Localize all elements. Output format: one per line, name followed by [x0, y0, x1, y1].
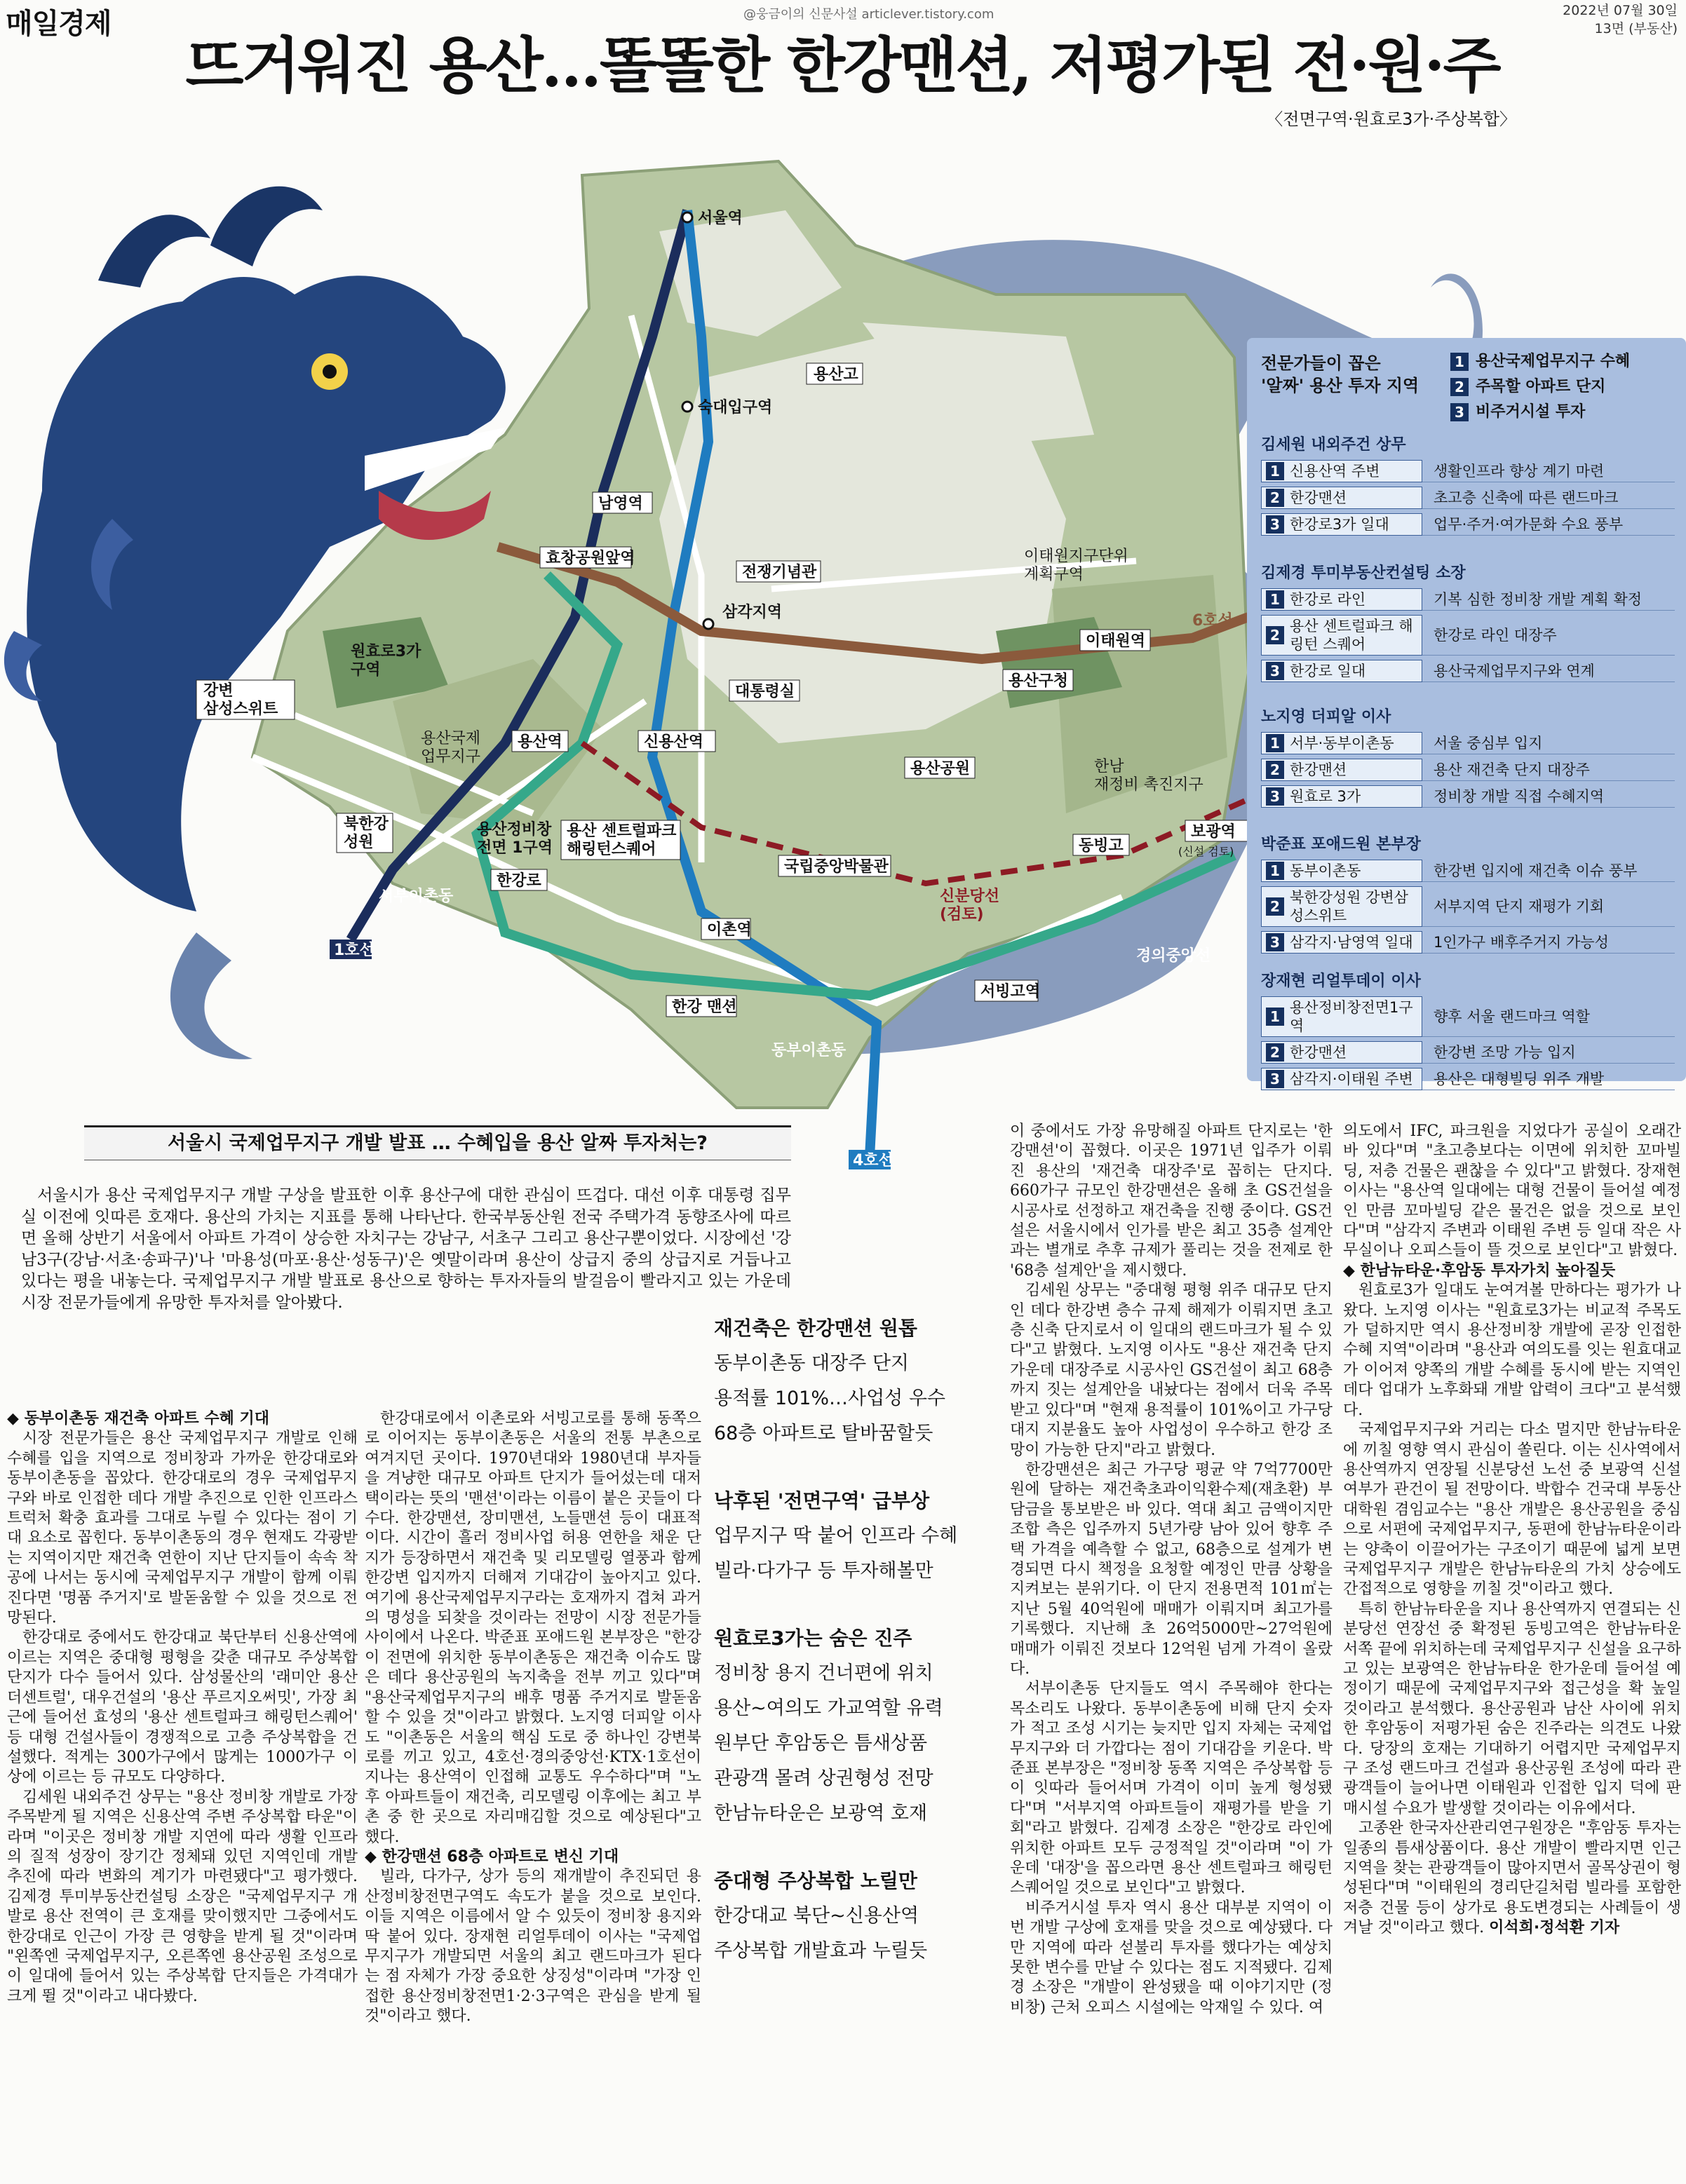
summary-line: 정비창 용지 건너편에 위치 — [714, 1662, 933, 1684]
label-gyeongui: 경의중앙선 — [1136, 947, 1211, 965]
article-column-1 — [7, 1409, 358, 2007]
svg-text:용산고: 용산고 — [814, 366, 858, 384]
paragraph: 김세원 상무는 "중대형 평형 위주 대규모 단지인 데다 한강변 층수 규제 해제가 이뤄지면 초고층 신축 단지로서 이 일대의 랜드마크가 될 수 있다"고 밝혔다. 노지영 이사도 "용산 재건축 단지 가운데 대장주로 시공사인 GS건설이 최고 68층까지 짓는 설계안을 내놨다는 점에서 더욱 주목받고 있다"며 "현재 용적률이 101%이고 가구당 대지 지분율도 높아 사업성이 우수하고 한강 조망이 가능한 단지"라고 밝혔다. — [1010, 1282, 1333, 1459]
paragraph: 빌라, 다가구, 상가 등의 재개발이 추진되던 용산정비창전면구역도 속도가 붙을 것으로 보인다. 이들 지역은 이름에서 알 수 있듯이 정비창 용지와 딱 붙어 있다. 장재현 리얼투데이 이사는 "국제업무지구가 개발되면 서울의 최고 랜드마크가 된다는 점 자체가 가장 중요한 상징성"이라며 "가장 인접한 용산정비창전면1·2·3구역은 관심을 받게 될 것"이라고 했다. — [365, 1868, 701, 2026]
paragraph: 서부이촌동 단지들도 역시 주목해야 한다는 목소리도 나왔다. 동부이촌동에 비해 단지 숫자가 적고 조성 시기는 늦지만 입지 자체는 국제업무지구와 더 가깝다는 점이 기대감을 키운다. 박준표 본부장은 "정비창 동쪽 지역은 주상복합 등이 잇따라 들어서며 가격이 이미 높게 형성됐다"며 "서부지역 아파트들이 재평가를 받을 기회"라고 밝혔다. 김제경 소장은 "한강로 라인에 위치한 아파트 모두 긍정적일 것"이라며 "이 가운데 '대장'을 꼽으라면 용산 센트럴파크 해링턴 스퀘어일 것으로 보인다"고 밝혔다. — [1010, 1680, 1333, 1897]
paragraph: 이 중에서도 가장 유망해질 아파트 단지로는 '한강맨션'이 꼽혔다. 이곳은 1971년 입주가 이뤄진 용산의 '재건축 대장주'로 꼽히는 단지다. 660가구 규모인 한강맨션은 올해 초 GS건설을 시공사로 선정하고 재건축을 진행 중이다. GS건설은 서울시에서 인가를 받은 최고 35층 설계안과는 별개로 추후 규제가 풀리는 것을 전제로 한 '68층 설계안'을 제시했다. — [1010, 1122, 1333, 1280]
summary-line: 빌라·다가구 등 투자해볼만 — [714, 1560, 933, 1582]
expert-row: 3 원효로 3가 정비창 개발 직접 수혜지역 — [1261, 785, 1675, 808]
station-itaewon — [1080, 630, 1150, 651]
summary-line: 용적률 101%…사업성 우수 — [714, 1388, 946, 1409]
expert-block — [1261, 832, 1675, 958]
article-column-3 — [1010, 1122, 1333, 2018]
paragraph: 한강대로에서 이촌로와 서빙고로를 통해 동쪽으로 이어지는 동부이촌동은 서울의 전통 부촌으로 여겨지던 곳이다. 1970년대와 1980년대 부자들을 겨냥한 대규모 아파트 단지가 들어섰는데 대저택이라는 뜻의 '맨션'이라는 이름이 붙은 곳들이 다수다. 한강맨션, 장미맨션, 노들맨션 등이 대표적이다. 시간이 흘러 정비사업 허용 연한을 채운 단지가 등장하면서 재건축 및 리모델링 열풍과 함께 한강변 입지까지 더해져 기대감이 높아지고 있다. 여기에 용산국제업무지구라는 호재까지 겹쳐 과거의 명성을 되찾을 것이라는 전망이 시장 전문가들 사이에서 나온다. 박준표 포애드원 본부장은 "한강이 전면에 위치한 동부이촌동은 재건축 이슈도 많은 데다 용산공원의 녹지축을 전부 끼고 있다"며 "용산국제업무지구의 배후 명품 주거지로 발돋움할 수 있을 것"이라고 밝혔다. 노지영 더피알 이사도 "이촌동은 서울의 핵심 도로 중 하나인 강변북로를 끼고 있고, 4호선·경의중앙선·KTX·1호선이 지나는 용산역이 인접해 교통도 우수하다"며 "노후 아파트들이 재건축, 리모델링 이후에는 최고 부촌 중 한 곳으로 자리매김할 것으로 예상된다"고 했다. — [365, 1410, 701, 1846]
expert-row: 2 용산 센트럴파크 해링턴 스퀘어 한강로 라인 대장주 — [1261, 615, 1675, 656]
svg-text:용산공원: 용산공원 — [910, 760, 971, 778]
svg-text:숙대입구역: 숙대입구역 — [698, 399, 773, 416]
svg-text:신용산역: 신용산역 — [644, 733, 704, 751]
label-hannam: 한남 재정비 촉진지구 — [1094, 758, 1203, 794]
label-jeonmyeon: 용산정비창 전면 1구역 — [477, 821, 553, 857]
summary-line: 관광객 몰려 상권형성 전망 — [714, 1768, 933, 1789]
legend-item: 2 주목할 아파트 단지 — [1450, 374, 1630, 400]
subhead: 〈전면구역·원효로3가·주상복합〉 — [1266, 109, 1516, 129]
label-yongsan-office — [1003, 670, 1073, 691]
page-number: 13면 (부동산) — [1594, 21, 1678, 36]
svg-text:삼각지역: 삼각지역 — [722, 604, 783, 621]
label-yongsan-park — [905, 757, 975, 778]
expert-name: 박준표 포애드원 본부장 — [1261, 836, 1421, 853]
svg-text:1호선: 1호선 — [334, 942, 375, 959]
date: 2022년 07월 30일 — [1563, 3, 1678, 18]
label-line4 — [849, 1150, 893, 1169]
station-seobinggo — [975, 980, 1040, 1001]
headline: 뜨거워진 용산…똘똘한 한강맨션, 저평가된 전·원·주 — [185, 30, 1499, 101]
expert-row: 3 삼각지·이태원 주변 용산은 대형빌딩 위주 개발 — [1261, 1068, 1675, 1090]
svg-text:용산역: 용산역 — [518, 733, 562, 751]
paragraph: 의도에서 IFC, 파크원을 지었다가 공실이 오래간 바 있다"며 "초고층보다는 이면에 위치한 꼬마빌딩, 저층 건물은 괜찮을 수 있다"고 밝혔다. 장재현 이사는 "용산역 일대에는 대형 건물이 들어설 예정인 만큼 꼬마빌딩 같은 물건은 없을 것으로 보인다"며 "삼각지 주변과 이태원 주변 등 일대 작은 사무실이나 오피스들이 뜰 것으로 보인다"고 밝혔다. — [1343, 1122, 1681, 1260]
article-column-4 — [1343, 1122, 1681, 1939]
paragraph: 고종완 한국자산관리연구원장은 "후암동 투자는 일종의 틈새상품이다. 용산 개발이 빨라지면 인근 지역을 찾는 관광객들이 많아지면서 골목상권이 형성된다"며 "이태원의 경리단길처럼 빌라를 포함한 저층 건물 등이 상가로 용도변경되는 사례들이 생겨날 것"이라고 했다. 이석희·정석환 기자 — [1343, 1819, 1681, 1937]
svg-text:대통령실: 대통령실 — [735, 683, 795, 700]
summary-line: 원부단 후암동은 틈새상품 — [714, 1732, 928, 1754]
summary-line: 업무지구 딱 붙어 인프라 수혜 — [714, 1525, 958, 1547]
label-dongbu: 동부이촌동 — [771, 1042, 847, 1059]
station-dongbinggo — [1073, 834, 1129, 855]
label-bukhangang — [337, 813, 393, 853]
svg-text:전쟁기념관: 전쟁기념관 — [742, 564, 817, 581]
summary-heading: 중대형 주상복합 노릴만 — [714, 1869, 917, 1892]
panel-title: 전문가들이 꼽은 '알짜' 용산 투자 지역 — [1261, 353, 1419, 395]
svg-text:효창공원앞역: 효창공원앞역 — [546, 550, 635, 567]
paragraph: 시장 전문가들은 용산 국제업무지구 개발로 인해 수혜를 입을 지역으로 정비창과 가까운 한강대로와 동부이촌동을 꼽았다. 한강대로의 경우 국제업무지구와 바로 인접한 데다 개발 추진으로 인한 인프라스트럭처 확충 효과를 그대로 누릴 수 있다는 점이 기대 요소로 꼽힌다. 동부이촌동의 경우 현재도 각광받는 지역이지만 재건축 연한이 지난 단지들이 속속 착공에 나서는 동시에 국제업무지구 개발이 함께 이뤄진다면 '명품 주거지'로 발돋움할 수 있을 것으로 전망된다. — [7, 1430, 358, 1627]
expert-name: 김제경 투미부동산컨설팅 소장 — [1261, 564, 1466, 582]
subheading: ◆ 동부이촌동 재건축 아파트 수혜 기대 — [7, 1410, 269, 1427]
expert-row: 2 한강맨션 초고층 신축에 따른 랜드마크 — [1261, 487, 1675, 509]
article-column-2 — [365, 1409, 701, 2027]
label-yongsan-hs — [807, 363, 863, 384]
expert-name: 김세원 내외주건 상무 — [1261, 436, 1406, 454]
label-ibd: 용산국제 업무지구 — [421, 730, 481, 766]
label-line1 — [330, 940, 375, 959]
svg-text:남영역: 남영역 — [598, 495, 643, 513]
panel-legend — [1450, 349, 1630, 425]
expert-name: 노지영 더피알 이사 — [1261, 708, 1391, 726]
masthead: 매일경제 — [6, 8, 112, 40]
section-title: 서울시 국제업무지구 개발 발표 … 수혜입을 용산 알짜 투자처는? — [84, 1125, 791, 1160]
expert-row: 2 한강맨션 한강변 조망 가능 입지 — [1261, 1041, 1675, 1064]
expert-row: 1 동부이촌동 한강변 입지에 재건축 이슈 풍부 — [1261, 860, 1675, 882]
label-museum — [778, 855, 891, 876]
label-central-park — [561, 820, 680, 860]
expert-row: 1 용산정비창전면1구역 향후 서울 랜드마크 역할 — [1261, 996, 1675, 1037]
svg-text:서빙고역: 서빙고역 — [980, 983, 1041, 1001]
expert-name: 장재현 리얼투데이 이사 — [1261, 972, 1421, 990]
summary-heading: 재건축은 한강맨션 원톱 — [714, 1317, 917, 1340]
expert-panel — [1247, 338, 1686, 1087]
expert-row: 3 삼각지·남영역 일대 1인가구 배후주거지 가능성 — [1261, 931, 1675, 954]
summary-heading: 원효로3가는 숨은 진주 — [714, 1627, 912, 1650]
label-hanganro — [491, 869, 547, 890]
expert-block — [1261, 969, 1675, 1094]
paragraph: 한강맨션은 최근 가구당 평균 약 7억7700만원에 달하는 재건축초과이익환수제(재초환) 부담금을 통보받은 바 있다. 역대 최고 금액이지만 조합 측은 입주까지 5년가량 남아 있어 향후 주택 가격을 예측할 수 없고, 68층으로 설계가 변경되면 다시 책정을 요청할 예정인 만큼 상황을 지켜보는 분위기다. 이 단지 전용면적 101㎡는 지난 5월 40억원에 매매가 이뤄지며 최고가를 기록했다. 지난해 초 26억5000만~27억원에 매매가 이뤄진 것보다 12억원 넘게 가격이 올랐다. — [1010, 1460, 1333, 1678]
expert-row: 3 한강로3가 일대 업무·주거·여가문화 수요 풍부 — [1261, 513, 1675, 536]
label-war-memorial — [736, 561, 821, 582]
svg-text:한강로: 한강로 — [497, 872, 541, 890]
station-sinyongsan — [638, 731, 715, 752]
svg-text:용산 센트럴파크해링턴스퀘어: 용산 센트럴파크 해링턴스퀘어 — [567, 822, 677, 858]
expert-block — [1261, 705, 1675, 812]
svg-text:이촌역: 이촌역 — [707, 921, 752, 939]
summary-line: 주상복합 개발효과 누릴듯 — [714, 1940, 928, 1962]
svg-text:(신설 검토): (신설 검토) — [1178, 845, 1234, 858]
station-yongsan — [512, 731, 568, 752]
expert-row: 1 한강로 라인 기복 심한 정비창 개발 계획 확정 — [1261, 588, 1675, 611]
svg-text:강변삼성스위트: 강변 삼성스위트 — [203, 682, 278, 718]
paragraph: 비주거시설 투자 역시 용산 대부분 지역이 이번 개발 구상에 호재를 맞을 것으로 예상됐다. 다만 지역에 따라 섣불리 투자를 했다가는 예상치 못한 변수를 만날 수 있다는 점도 지적됐다. 김제경 소장은 "개발이 완성됐을 때 이야기지만 (정비창) 근처 오피스 시설에는 악재일 수 있다. 여 — [1010, 1899, 1333, 2016]
summary-box — [714, 1311, 987, 1969]
station-ichon — [701, 918, 752, 940]
summary-line: 동부이촌동 대장주 단지 — [714, 1352, 909, 1374]
expert-row: 3 한강로 일대 용산국제업무지구와 연계 — [1261, 660, 1675, 682]
summary-heading: 낙후된 '전면구역' 급부상 — [714, 1489, 930, 1512]
label-itaewon-plan: 이태원지구단위 계획구역 — [1024, 548, 1128, 583]
legend-item: 3 비주거시설 투자 — [1450, 400, 1630, 425]
paragraph: 원효로3가 일대도 눈여겨볼 만하다는 평가가 나왔다. 노지영 이사는 "원효로3가는 비교적 주목도가 덜하지만 역시 용산정비창 개발에 곧장 인접한 수혜 지역"이라며 "용산과 여의도를 잇는 원효대교가 이어져 양쪽의 개발 수혜를 동시에 받는 지역인 데다 업대가 노후화돼 개발 압력이 크다"고 분석했다. — [1343, 1282, 1681, 1419]
expert-row: 1 신용산역 주변 생활인프라 향상 계기 마련 — [1261, 460, 1675, 482]
summary-line: 한강대교 북단~신용산역 — [714, 1905, 919, 1927]
label-sinbundang: 신분당선 (검토) — [940, 888, 1000, 923]
svg-text:국립중앙박물관: 국립중앙박물관 — [784, 858, 889, 876]
svg-text:동빙고: 동빙고 — [1079, 837, 1124, 855]
article-lead: 서울시가 용산 국제업무지구 개발 구상을 발표한 이후 용산구에 대한 관심이 뜨겁다. 대선 이후 대통령 집무실 이전에 잇따른 호재다. 용산의 가치는 지표를 통해 나타난다. 한국부동산원 전국 주택가격 동향조사에 따르면 올해 상반기 서울에서 아파트 가격이 상승한 자치구는 강남구, 서초구 그리고 용산구뿐이었다. 시장에선 '강남3구(강남·서초·송파구)'나 '마용성(마포·용산·성동구)'은 옛말이라며 용산이 상급지 중의 상급지로 거듭나고 있다는 평을 내놓는다. 국제업무지구 개발 발표로 용산으로 향하는 투자자들의 발걸음이 빨라지고 있는 가운데 시장 전문가들에게 유망한 투자처를 알아봤다. — [21, 1186, 791, 1312]
expert-row: 2 북한강성원 강변삼성스위트 서부지역 단지 재평가 기회 — [1261, 886, 1675, 927]
station-hyochang — [540, 547, 635, 568]
paragraph: 김세원 내외주건 상무는 "용산 정비창 개발로 가장 주목받게 될 지역은 신용산역 주변 주상복합 타운"이라며 "이곳은 정비창 개발 지연에 따라 생활 인프라의 질적 성장이 장기간 정체돼 있던 지역인데 개발 추진에 따라 변화의 계기가 마련됐다"고 평가했다. 김제경 투미부동산컨설팅 소장은 "국제업무지구 개발로 용산 전역이 큰 호재를 맞이했지만 그중에서도 한강대로 인근이 가장 큰 영향을 받게 될 것"이라며 "왼쪽엔 국제업무지구, 오른쪽엔 용산공원 조성으로 이 일대에 들어서 있는 주상복합 단지들은 가격대가 크게 뛸 것"이라고 내다봤다. — [7, 1788, 358, 2005]
svg-text:한강 맨션: 한강 맨션 — [672, 998, 737, 1016]
expert-row: 1 서부·동부이촌동 서울 중심부 입지 — [1261, 732, 1675, 754]
label-line6: 6호선 — [1192, 612, 1233, 630]
paragraph: 특히 한남뉴타운을 지나 용산역까지 연결되는 신분당선 연장선 중 확정된 동빙고역은 한남뉴타운 서쪽 끝에 위치하는데 국제업무지구 신설을 요구하고 있는 보광역은 한남뉴타운 한가운데 들어설 예정이기 때문에 국제업무지구와 접근성을 확 높일 것이라고 분석했다. 용산공원과 남산 사이에 위치한 후암동이 저평가된 숨은 진주라는 의견도 나왔다. 당장의 호재는 기대하기 어렵지만 국제업무지구 조성 랜드마크 건설과 용산공원 조성에 따라 관광객들이 늘어나면 이태원과 인접한 입지 덕에 판매시설 수요가 발생할 것이라는 이유에서다. — [1343, 1600, 1682, 1817]
label-seobu: 서부이촌동 — [379, 888, 454, 905]
expert-row: 2 한강맨션 용산 재건축 단지 대장주 — [1261, 759, 1675, 781]
svg-text:보광역: 보광역 — [1191, 823, 1236, 841]
svg-text:용산구청: 용산구청 — [1009, 672, 1069, 690]
svg-text:이태원역: 이태원역 — [1086, 632, 1146, 650]
svg-text:4호선: 4호선 — [853, 1152, 893, 1169]
summary-line: 68층 아파트로 탈바꿈할듯 — [714, 1423, 933, 1444]
paragraph: 국제업무지구와 거리는 다소 멀지만 한남뉴타운에 끼칠 영향 역시 관심이 쏠린다. 이는 신사역에서 용산역까지 연장될 신분당선 노선 중 보광역 신설 여부가 관건이 될 전망이다. 박합수 건국대 부동산대학원 겸임교수는 "용산 개발은 용산공원을 중심으로 서편에 국제업무지구, 동편에 한남뉴타운이라는 양축이 이끌어가는 구조이기 때문에 넓게 보면 국제업무지구 개발은 한남뉴타운의 가치 상승에도 간접적으로 영향을 끼칠 것"이라고 했다. — [1343, 1421, 1681, 1599]
legend-item: 1 용산국제업무지구 수혜 — [1450, 349, 1630, 374]
expert-block — [1261, 561, 1675, 686]
svg-text:북한강성원: 북한강 성원 — [344, 815, 389, 851]
paragraph: 한강대로 중에서도 한강대교 북단부터 신용산역에 이르는 지역은 중대형 평형을 갖춘 대규모 주상복합 단지가 다수 들어서 있다. 삼성물산의 '래미안 용산 더센트럴', 대우건설의 '용산 푸르지오써밋', 가장 최근에 들어선 효성의 '용산 센트럴파크 해링턴스퀘어' 등 대형 건설사들이 경쟁적으로 고층 주상복합을 건설했다. 적게는 300가구에서 많게는 1000가구 이상에 이르는 등 규모도 다양하다. — [7, 1629, 358, 1786]
label-gangbyeon — [196, 680, 295, 719]
summary-line: 용산~여의도 가교역할 유력 — [714, 1697, 943, 1719]
label-hangang-mansion — [666, 996, 737, 1017]
label-wonhyoro: 원효로3가 구역 — [351, 643, 422, 679]
subheading: ◆ 한강맨션 68층 아파트로 변신 기대 — [365, 1847, 619, 1866]
station-namyoung — [593, 492, 652, 513]
svg-text:서울역: 서울역 — [698, 210, 743, 227]
subheading: ◆ 한남뉴타운·후암동 투자가치 높아질듯 — [1343, 1261, 1616, 1280]
summary-line: 한남뉴타운은 보광역 호재 — [714, 1803, 928, 1824]
watermark: @웅금이의 신문사설 articlever.tistory.com — [743, 7, 994, 22]
expert-block — [1261, 433, 1675, 540]
byline: 이석희·정석환 기자 — [1489, 1919, 1620, 1937]
label-president — [729, 680, 800, 701]
